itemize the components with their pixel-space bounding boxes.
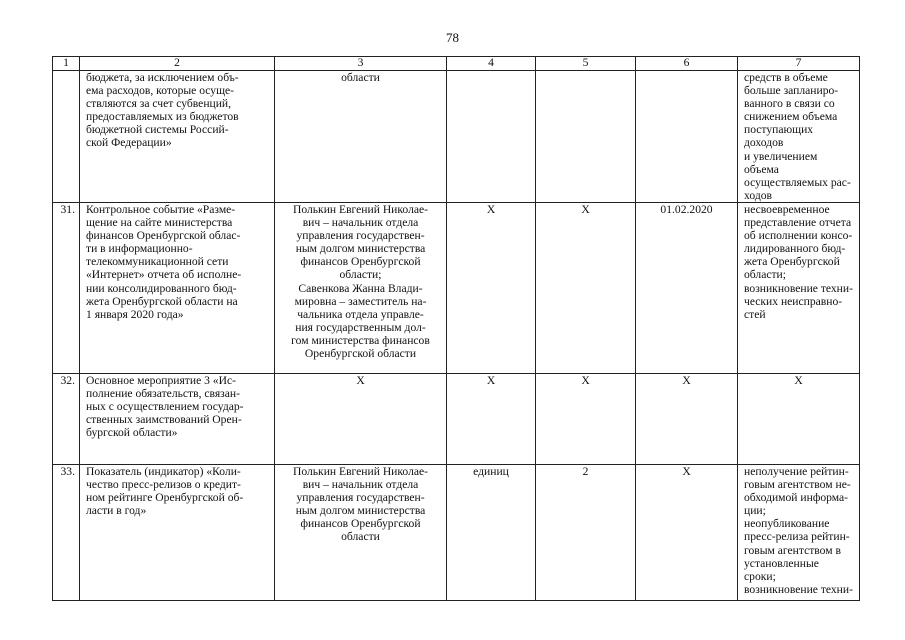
unit: единиц xyxy=(447,464,536,600)
table-row xyxy=(53,373,860,464)
program-table xyxy=(52,56,860,601)
table-row xyxy=(53,202,860,373)
risks: средств в объеме больше запланиро- ванного в связи со снижением объема поступающих доходов и увеличением объема осуществляемых рас- ходов xyxy=(738,71,860,203)
value xyxy=(536,71,636,203)
column-number: 4 xyxy=(447,57,536,71)
row-number: 33. xyxy=(53,464,80,600)
page-number: 78 xyxy=(446,30,459,45)
column-number: 6 xyxy=(636,57,738,71)
event-name: Контрольное событие «Разме- щение на сайте министерства финансов Оренбургской облас- ти в информационно- телекоммуникационной сети «Интернет» отчета об исполне- нии консолидированного бюд- жета Оренбургской области на 1 января 2020 года» xyxy=(80,202,275,373)
column-number: 3 xyxy=(275,57,447,71)
date: 01.02.2020 xyxy=(636,202,738,373)
column-number: 7 xyxy=(738,57,860,71)
responsible: области xyxy=(275,71,447,203)
table-row xyxy=(53,464,860,600)
column-number: 5 xyxy=(536,57,636,71)
event-name: Основное мероприятие 3 «Ис- полнение обязательств, связан- ных с осуществлением государ- ственных заимствований Орен- бургской области» xyxy=(80,373,275,464)
row-number: 32. xyxy=(53,373,80,464)
row-number: 31. xyxy=(53,202,80,373)
date xyxy=(636,71,738,203)
responsible: Полькин Евгений Николае- вич – начальник отдела управления государствен- ным долгом министерства финансов Оренбургской области xyxy=(275,464,447,600)
value: X xyxy=(536,202,636,373)
responsible: Полькин Евгений Николае- вич – начальник отдела управления государствен- ным долгом министерства финансов Оренбургской области; Савенкова Жанна Влади- мировна – заместитель на- чальника отдела управле- ния государственным дол- гом министерства финансов Оренбургской области xyxy=(275,202,447,373)
responsible: X xyxy=(275,373,447,464)
value: 2 xyxy=(536,464,636,600)
unit: X xyxy=(447,202,536,373)
date: X xyxy=(636,373,738,464)
event-name: бюджета, за исключением объ- ема расходов, которые осуще- ствляются за счет субвенций, предоставляемых из бюджетов бюджетной системы Россий- ской Федерации» xyxy=(80,71,275,203)
unit xyxy=(447,71,536,203)
risks: несвоевременное представление отчета об исполнении консо- лидированного бюд- жета Оренбургской области; возникновение техни- ческих неисправно- стей xyxy=(738,202,860,373)
unit: X xyxy=(447,373,536,464)
column-number: 2 xyxy=(80,57,275,71)
risks: неполучение рейтин- говым агентством не- обходимой информа- ции; неопубликование пресс-релиза рейтин- говым агентством в установленные сроки; возникновение техни- xyxy=(738,464,860,600)
risks: X xyxy=(738,373,860,464)
table-row xyxy=(53,71,860,203)
value: X xyxy=(536,373,636,464)
date: X xyxy=(636,464,738,600)
column-number: 1 xyxy=(53,57,80,71)
row-number xyxy=(53,71,80,203)
column-number-header xyxy=(53,57,860,71)
event-name: Показатель (индикатор) «Коли- чество пресс-релизов о кредит- ном рейтинге Оренбургской об- ласти в год» xyxy=(80,464,275,600)
